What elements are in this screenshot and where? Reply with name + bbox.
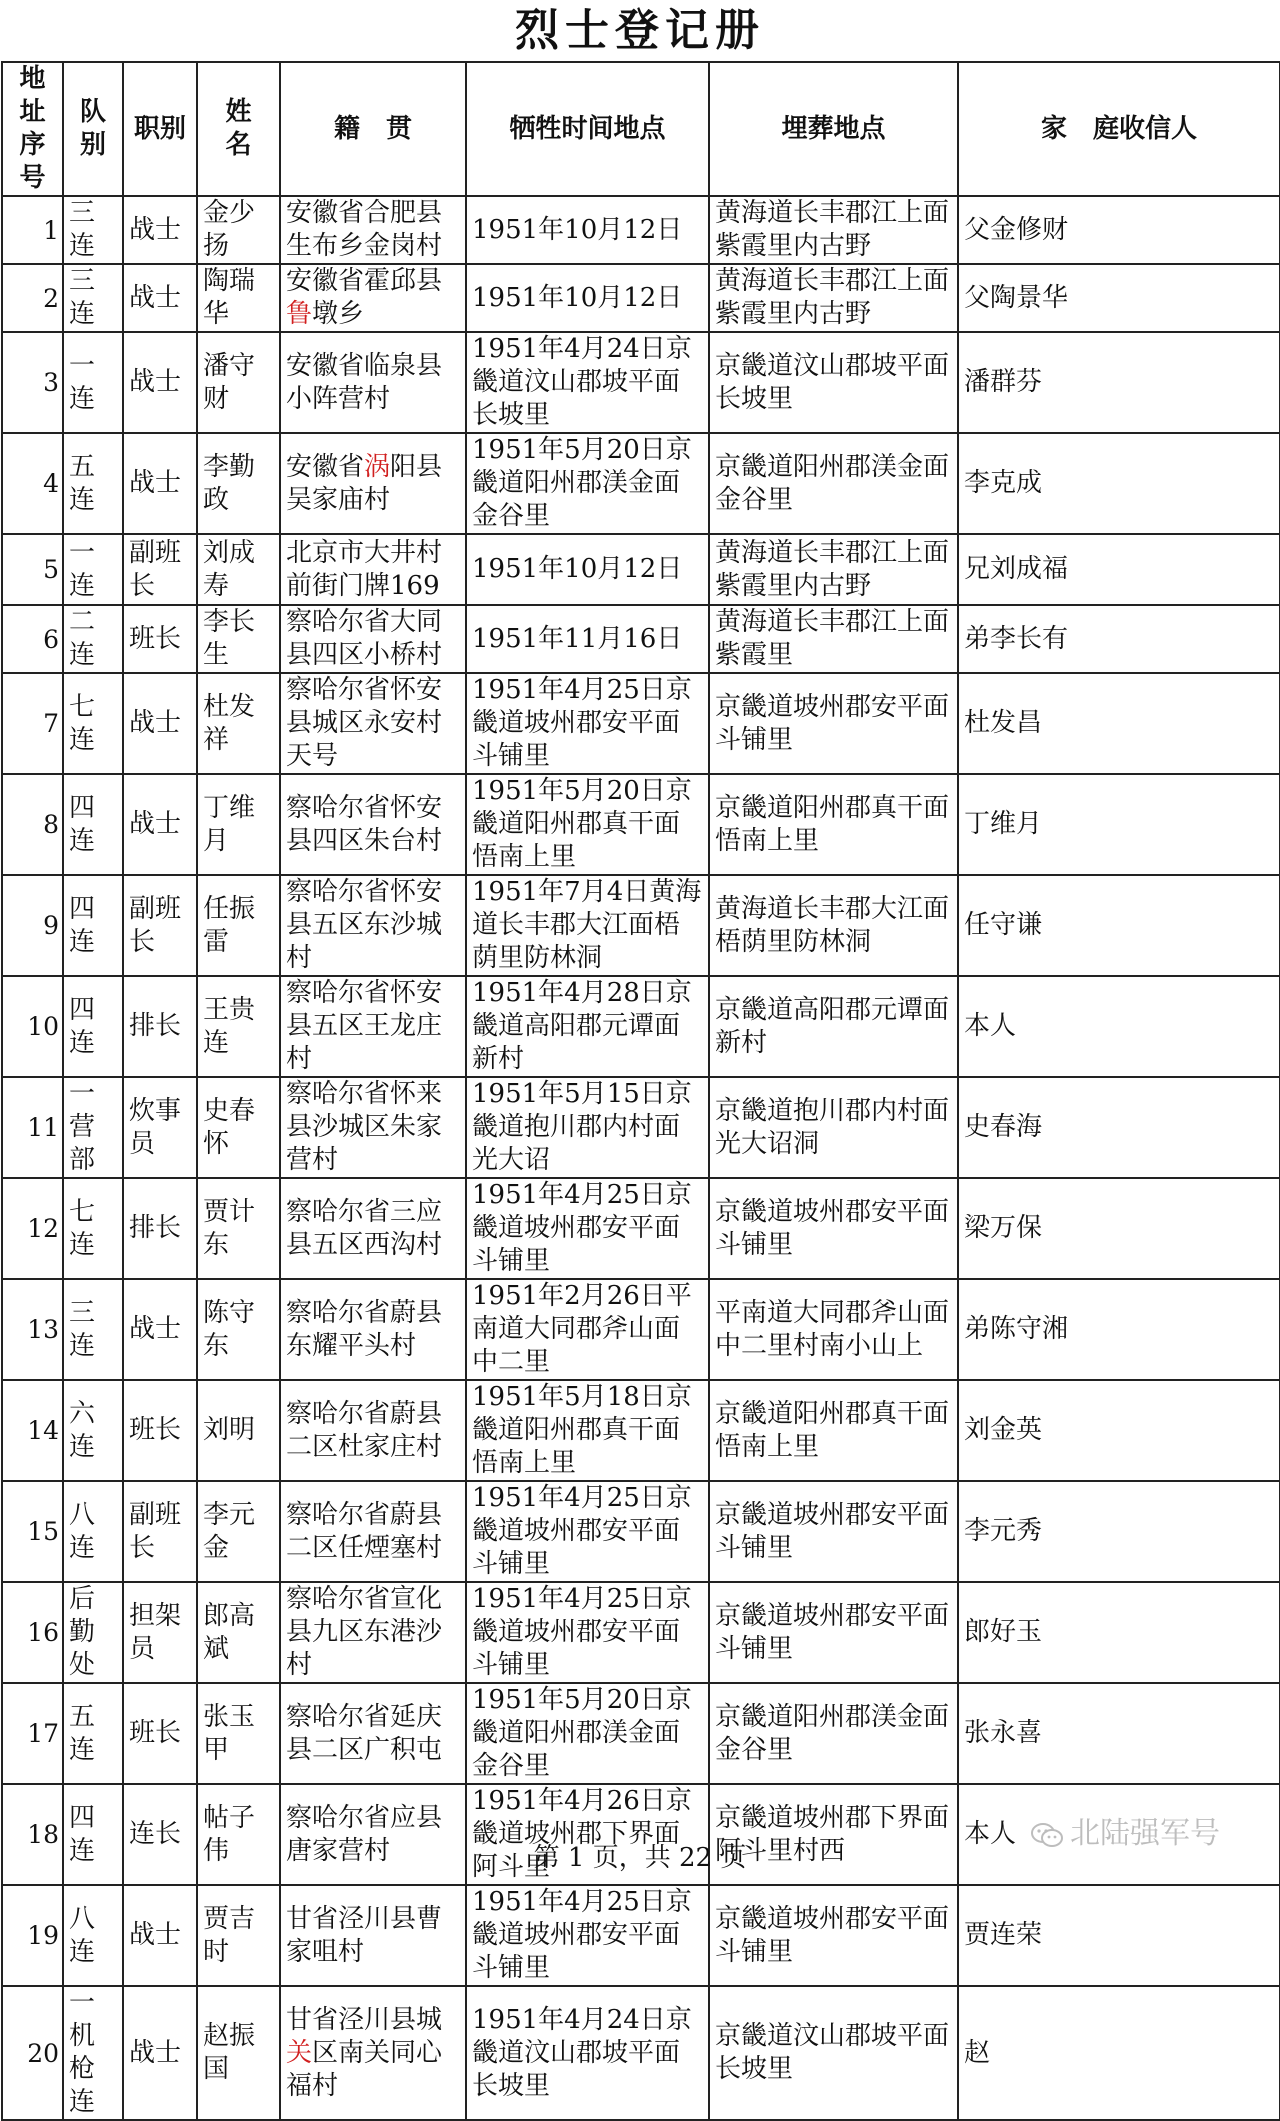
cell-name: 贾吉时 — [197, 1885, 280, 1986]
cell-hometown — [280, 1986, 466, 2120]
highlighted-char: 关 — [286, 2037, 313, 2068]
cell-hometown — [280, 332, 466, 433]
cell-family: 丁维月 — [958, 774, 1280, 875]
cell-position: 战士 — [123, 1279, 197, 1380]
cell-death: 1951年4月24日京畿道汶山郡坡平面长坡里 — [466, 332, 709, 433]
text-span: 墩乡 — [312, 299, 365, 329]
cell-family: 弟陈守湘 — [958, 1279, 1280, 1380]
cell-name: 张玉甲 — [197, 1683, 280, 1784]
cell-family: 本人 — [958, 1784, 1280, 1885]
cell-name: 陶瑞华 — [197, 264, 280, 332]
page-footer: 第 1 页，共 22 页 — [533, 1843, 747, 1873]
cell-death: 1951年7月4日黄海道长丰郡大江面梧荫里防林洞 — [466, 875, 709, 976]
table-row — [2, 1178, 1280, 1279]
cell-hometown — [280, 976, 466, 1077]
cell-seq: 17 — [2, 1683, 63, 1784]
text-span: 察哈尔省怀安县五区王龙庄村 — [286, 978, 443, 1074]
cell-seq: 3 — [2, 332, 63, 433]
cell-burial: 京畿道坡州郡安平面斗铺里 — [709, 1481, 958, 1582]
cell-burial: 京畿道坡州郡下界面阿斗里村西 — [709, 1784, 958, 1885]
header-seq: 地址序号 — [2, 62, 63, 196]
cell-death: 1951年4月25日京畿道坡州郡安平面斗铺里 — [466, 1582, 709, 1683]
text-span: 甘省泾川县曹家咀村 — [286, 1903, 443, 1967]
cell-family: 刘金英 — [958, 1380, 1280, 1481]
cell-position: 排长 — [123, 1178, 197, 1279]
cell-family: 父陶景华 — [958, 264, 1280, 332]
header-hometown: 籍 贯 — [280, 62, 466, 196]
cell-burial: 平南道大同郡斧山面中二里村南小山上 — [709, 1279, 958, 1380]
text-span: 察哈尔省怀安县四区朱台村 — [286, 792, 443, 856]
cell-death: 1951年5月20日京畿道阳州郡渼金面金谷里 — [466, 1683, 709, 1784]
table-row — [2, 1885, 1280, 1986]
header-death: 牺牲时间地点 — [466, 62, 709, 196]
cell-death: 1951年4月24日京畿道汶山郡坡平面长坡里 — [466, 1986, 709, 2120]
cell-position: 战士 — [123, 332, 197, 433]
cell-hometown — [280, 1582, 466, 1683]
cell-position: 炊事员 — [123, 1077, 197, 1178]
cell-unit: 七连 — [63, 673, 123, 774]
cell-death: 1951年11月16日 — [466, 605, 709, 673]
cell-hometown — [280, 774, 466, 875]
table-row — [2, 264, 1280, 332]
table-row — [2, 1481, 1280, 1582]
cell-unit: 七连 — [63, 1178, 123, 1279]
cell-seq: 14 — [2, 1380, 63, 1481]
cell-unit: 八连 — [63, 1885, 123, 1986]
cell-position: 班长 — [123, 605, 197, 673]
cell-position: 战士 — [123, 673, 197, 774]
text-span: 北京市大井村前街门牌169 — [286, 537, 443, 601]
cell-family: 贾连荣 — [958, 1885, 1280, 1986]
text-span: 察哈尔省蔚县二区任煙塞村 — [286, 1499, 443, 1563]
highlighted-char: 涡 — [364, 451, 391, 482]
cell-family: 郎好玉 — [958, 1582, 1280, 1683]
text-span: 察哈尔省大同县四区小桥村 — [286, 607, 443, 670]
cell-position: 班长 — [123, 1683, 197, 1784]
cell-seq: 13 — [2, 1279, 63, 1380]
cell-position: 战士 — [123, 264, 197, 332]
cell-unit: 四连 — [63, 875, 123, 976]
cell-hometown — [280, 605, 466, 673]
cell-seq: 7 — [2, 673, 63, 774]
cell-burial: 京畿道阳州郡真干面悟南上里 — [709, 1380, 958, 1481]
header-unit: 队别 — [63, 62, 123, 196]
cell-death: 1951年10月12日 — [466, 196, 709, 264]
cell-death: 1951年4月25日京畿道坡州郡安平面斗铺里 — [466, 1885, 709, 1986]
text-span: 察哈尔省宣化县九区东港沙村 — [286, 1584, 443, 1680]
text-span: 察哈尔省怀安县五区东沙城村 — [286, 877, 443, 973]
cell-seq: 5 — [2, 534, 63, 605]
cell-name: 贾计东 — [197, 1178, 280, 1279]
cell-hometown — [280, 1683, 466, 1784]
header-name: 姓 名 — [197, 62, 280, 196]
cell-name: 帖子伟 — [197, 1784, 280, 1885]
table-row — [2, 774, 1280, 875]
cell-family: 兄刘成福 — [958, 534, 1280, 605]
cell-name: 杜发祥 — [197, 673, 280, 774]
cell-death: 1951年5月20日京畿道阳州郡渼金面金谷里 — [466, 433, 709, 534]
cell-unit: 六连 — [63, 1380, 123, 1481]
cell-name: 李勤政 — [197, 433, 280, 534]
cell-death: 1951年4月25日京畿道坡州郡安平面斗铺里 — [466, 1481, 709, 1582]
cell-hometown — [280, 433, 466, 534]
cell-seq: 6 — [2, 605, 63, 673]
cell-burial: 黄海道长丰郡江上面紫霞里内古野 — [709, 534, 958, 605]
cell-name: 郎高斌 — [197, 1582, 280, 1683]
cell-family: 李克成 — [958, 433, 1280, 534]
table-row — [2, 1582, 1280, 1683]
text-span: 察哈尔省蔚县二区杜家庄村 — [286, 1398, 443, 1462]
cell-unit: 四连 — [63, 976, 123, 1077]
cell-hometown — [280, 1279, 466, 1380]
cell-burial: 京畿道高阳郡元谭面新村 — [709, 976, 958, 1077]
cell-seq: 18 — [2, 1784, 63, 1885]
cell-seq: 19 — [2, 1885, 63, 1986]
cell-name: 陈守东 — [197, 1279, 280, 1380]
text-span: 阳县吴家庙村 — [286, 451, 443, 515]
cell-hometown — [280, 196, 466, 264]
header-position: 职别 — [123, 62, 197, 196]
cell-name: 金少扬 — [197, 196, 280, 264]
cell-position: 副班长 — [123, 875, 197, 976]
text-span: 察哈尔省怀安县城区永安村天号 — [286, 675, 443, 771]
watermark — [1030, 1808, 1220, 1852]
cell-burial: 京畿道汶山郡坡平面长坡里 — [709, 332, 958, 433]
table-row — [2, 1380, 1280, 1481]
table-row — [2, 433, 1280, 534]
cell-hometown — [280, 1178, 466, 1279]
cell-burial: 黄海道长丰郡江上面紫霞里内古野 — [709, 264, 958, 332]
cell-seq: 10 — [2, 976, 63, 1077]
cell-position: 战士 — [123, 1986, 197, 2120]
cell-unit: 四连 — [63, 774, 123, 875]
cell-burial: 黄海道长丰郡江上面紫霞里 — [709, 605, 958, 673]
cell-death: 1951年4月25日京畿道坡州郡安平面斗铺里 — [466, 673, 709, 774]
text-span: 安徽省 — [286, 451, 365, 482]
cell-death: 1951年5月18日京畿道阳州郡真干面悟南上里 — [466, 1380, 709, 1481]
cell-name: 刘成寿 — [197, 534, 280, 605]
cell-family: 父金修财 — [958, 196, 1280, 264]
cell-name: 赵振国 — [197, 1986, 280, 2120]
cell-death: 1951年4月26日京畿道坡州郡下界面阿斗里 — [466, 1784, 709, 1885]
table-row — [2, 534, 1280, 605]
cell-family: 杜发昌 — [958, 673, 1280, 774]
cell-name: 李长生 — [197, 605, 280, 673]
cell-family: 张永喜 — [958, 1683, 1280, 1784]
cell-family: 本人 — [958, 976, 1280, 1077]
cell-unit: 三连 — [63, 1279, 123, 1380]
table-row — [2, 605, 1280, 673]
cell-burial: 京畿道汶山郡坡平面长坡里 — [709, 1986, 958, 2120]
cell-position: 担架员 — [123, 1582, 197, 1683]
cell-name: 李元金 — [197, 1481, 280, 1582]
table-row — [2, 196, 1280, 264]
cell-seq: 20 — [2, 1986, 63, 2120]
text-span: 安徽省霍邱县 — [286, 266, 443, 296]
cell-family: 梁万保 — [958, 1178, 1280, 1279]
table-header-row — [2, 62, 1280, 196]
cell-unit: 五连 — [63, 433, 123, 534]
cell-death: 1951年5月15日京畿道抱川郡内村面光大诏 — [466, 1077, 709, 1178]
cell-seq: 16 — [2, 1582, 63, 1683]
cell-seq: 15 — [2, 1481, 63, 1582]
page-title: 烈士登记册 — [515, 5, 765, 56]
cell-unit: 三连 — [63, 196, 123, 264]
cell-position: 排长 — [123, 976, 197, 1077]
cell-position: 副班长 — [123, 1481, 197, 1582]
cell-hometown — [280, 1885, 466, 1986]
cell-hometown — [280, 1077, 466, 1178]
text-span: 察哈尔省延庆县二区广积屯 — [286, 1701, 443, 1765]
cell-burial: 京畿道阳州郡渼金面金谷里 — [709, 433, 958, 534]
cell-burial: 黄海道长丰郡江上面紫霞里内古野 — [709, 196, 958, 264]
cell-hometown — [280, 673, 466, 774]
text-span: 察哈尔省应县唐家营村 — [286, 1802, 443, 1866]
cell-position: 战士 — [123, 774, 197, 875]
text-span: 察哈尔省三应县五区西沟村 — [286, 1196, 443, 1260]
table-row — [2, 976, 1280, 1077]
cell-burial: 京畿道坡州郡安平面斗铺里 — [709, 673, 958, 774]
cell-seq: 1 — [2, 196, 63, 264]
wechat-icon — [1030, 1822, 1064, 1848]
cell-unit: 一连 — [63, 534, 123, 605]
table-row — [2, 1077, 1280, 1178]
cell-death: 1951年10月12日 — [466, 264, 709, 332]
cell-hometown — [280, 534, 466, 605]
cell-seq: 9 — [2, 875, 63, 976]
text-span: 区南关同心福村 — [286, 2037, 443, 2101]
cell-seq: 11 — [2, 1077, 63, 1178]
watermark-text: 北陆强军号 — [1070, 1816, 1220, 1851]
cell-name: 史春怀 — [197, 1077, 280, 1178]
cell-family: 任守谦 — [958, 875, 1280, 976]
cell-position: 战士 — [123, 433, 197, 534]
cell-unit: 一营部 — [63, 1077, 123, 1178]
cell-burial: 京畿道阳州郡渼金面金谷里 — [709, 1683, 958, 1784]
cell-burial: 京畿道坡州郡安平面斗铺里 — [709, 1885, 958, 1986]
cell-burial: 京畿道抱川郡内村面光大诏洞 — [709, 1077, 958, 1178]
cell-position: 战士 — [123, 1885, 197, 1986]
cell-burial: 京畿道坡州郡安平面斗铺里 — [709, 1178, 958, 1279]
header-burial: 埋葬地点 — [709, 62, 958, 196]
cell-name: 王贵连 — [197, 976, 280, 1077]
cell-seq: 4 — [2, 433, 63, 534]
cell-unit: 一机枪连 — [63, 1986, 123, 2120]
cell-unit: 一连 — [63, 332, 123, 433]
text-span: 甘省泾川县城 — [286, 2004, 443, 2035]
cell-hometown — [280, 875, 466, 976]
text-span: 察哈尔省怀来县沙城区朱家营村 — [286, 1079, 443, 1175]
table-row — [2, 332, 1280, 433]
cell-unit: 后勤处 — [63, 1582, 123, 1683]
table-row — [2, 875, 1280, 976]
cell-family: 史春海 — [958, 1077, 1280, 1178]
cell-position: 战士 — [123, 196, 197, 264]
table-row — [2, 673, 1280, 774]
cell-unit: 五连 — [63, 1683, 123, 1784]
cell-seq: 12 — [2, 1178, 63, 1279]
cell-family: 赵 — [958, 1986, 1280, 2120]
cell-unit: 四连 — [63, 1784, 123, 1885]
cell-hometown — [280, 264, 466, 332]
header-family: 家 庭收信人 — [958, 62, 1280, 196]
cell-death: 1951年5月20日京畿道阳州郡真干面悟南上里 — [466, 774, 709, 875]
cell-seq: 2 — [2, 264, 63, 332]
cell-unit: 三连 — [63, 264, 123, 332]
text-span: 安徽省合肥县生布乡金岗村 — [286, 198, 443, 261]
cell-name: 刘明 — [197, 1380, 280, 1481]
cell-burial: 黄海道长丰郡大江面梧荫里防林洞 — [709, 875, 958, 976]
cell-unit: 二连 — [63, 605, 123, 673]
text-span: 察哈尔省蔚县东耀平头村 — [286, 1297, 443, 1361]
table-row — [2, 1986, 1280, 2120]
text-span: 安徽省临泉县小阵营村 — [286, 350, 443, 414]
cell-family: 李元秀 — [958, 1481, 1280, 1582]
cell-name: 丁维月 — [197, 774, 280, 875]
cell-position: 副班长 — [123, 534, 197, 605]
cell-death: 1951年4月25日京畿道坡州郡安平面斗铺里 — [466, 1178, 709, 1279]
cell-burial: 京畿道阳州郡真干面悟南上里 — [709, 774, 958, 875]
cell-hometown — [280, 1380, 466, 1481]
table-row — [2, 1683, 1280, 1784]
cell-name: 任振雷 — [197, 875, 280, 976]
cell-hometown — [280, 1481, 466, 1582]
cell-death: 1951年10月12日 — [466, 534, 709, 605]
cell-death: 1951年4月28日京畿道高阳郡元谭面新村 — [466, 976, 709, 1077]
cell-family: 潘群芬 — [958, 332, 1280, 433]
cell-death: 1951年2月26日平南道大同郡斧山面中二里 — [466, 1279, 709, 1380]
cell-family: 弟李长有 — [958, 605, 1280, 673]
cell-name: 潘守财 — [197, 332, 280, 433]
cell-position: 班长 — [123, 1380, 197, 1481]
highlighted-char: 鲁 — [286, 299, 313, 329]
cell-position: 连长 — [123, 1784, 197, 1885]
cell-seq: 8 — [2, 774, 63, 875]
cell-unit: 八连 — [63, 1481, 123, 1582]
table-row — [2, 1279, 1280, 1380]
cell-burial: 京畿道坡州郡安平面斗铺里 — [709, 1582, 958, 1683]
